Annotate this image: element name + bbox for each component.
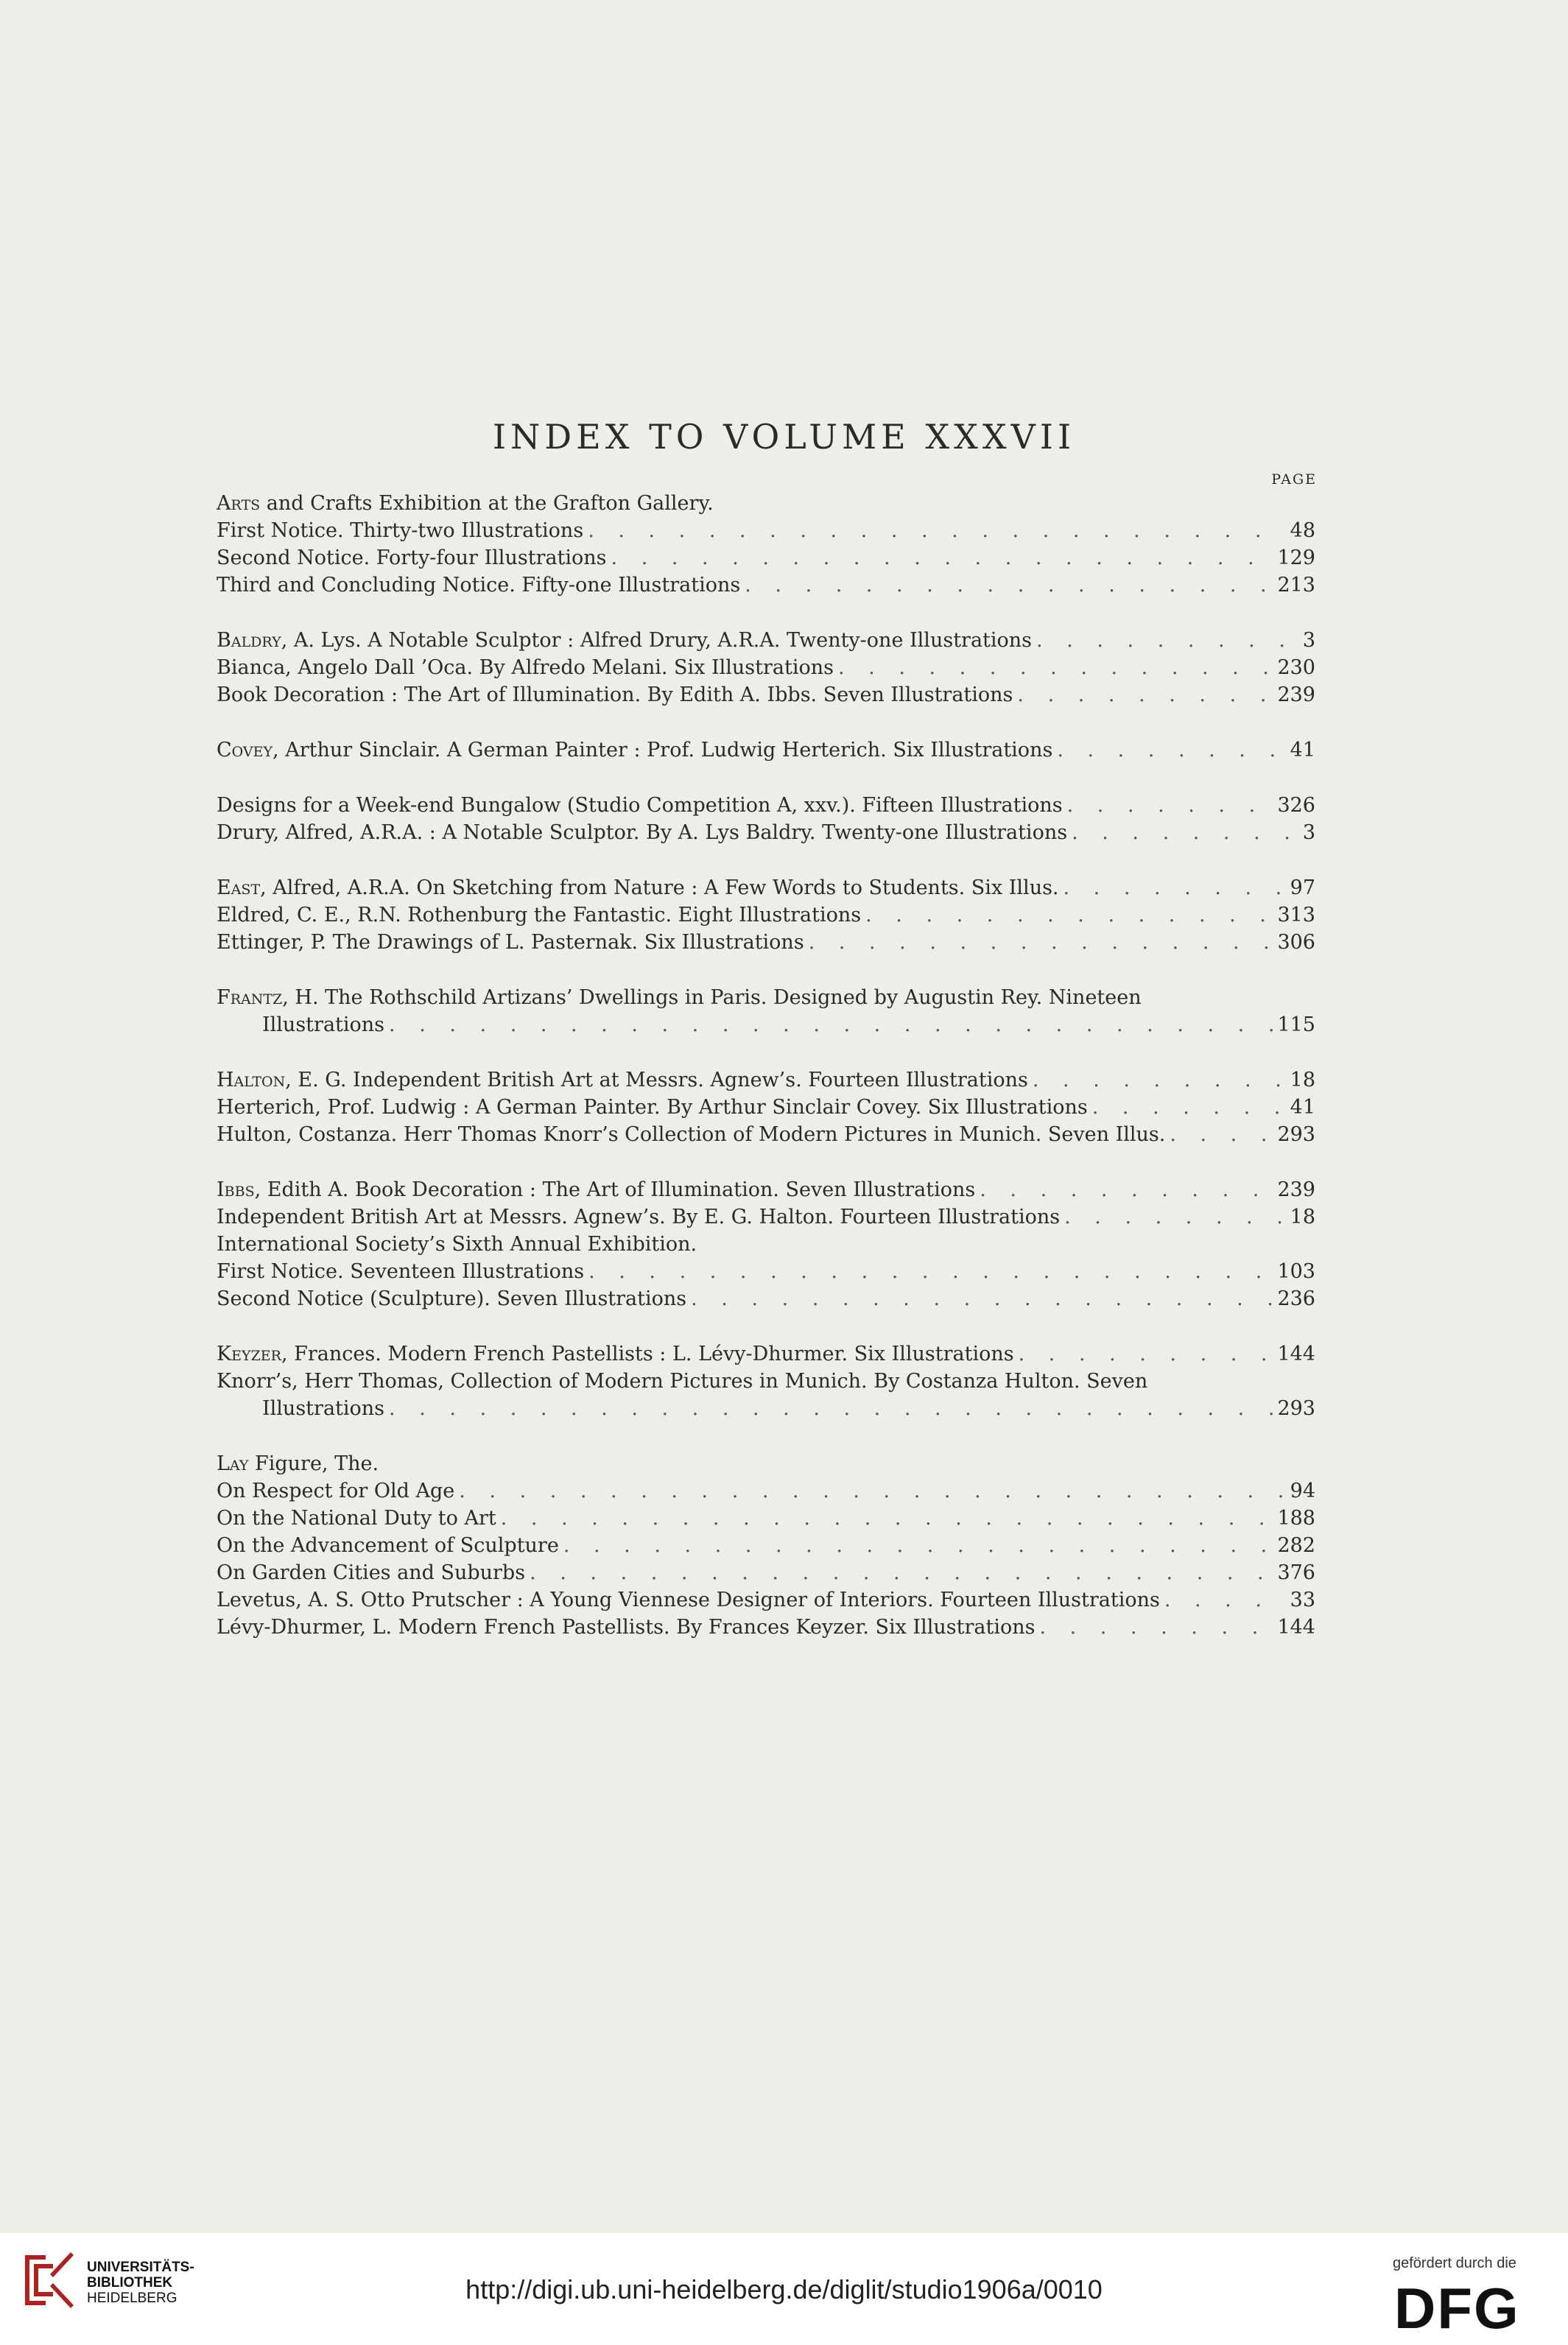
entry-text bbox=[217, 517, 583, 544]
index-group bbox=[217, 736, 1315, 764]
entry-text bbox=[217, 490, 714, 517]
index-group bbox=[217, 1176, 1315, 1312]
entry-heading-word: Halton bbox=[217, 1069, 286, 1091]
entry-description: International Society’s Sixth Annual Exhibition. bbox=[217, 1233, 697, 1256]
entry-description: , Frances. Modern French Pastellists : L. Lévy-Dhurmer. Six Illustrations bbox=[281, 1343, 1014, 1365]
entry-page-number: 129 bbox=[1277, 546, 1315, 569]
entry-description: , Arthur Sinclair. A German Painter : Prof. Ludwig Herterich. Six Illustrations bbox=[273, 739, 1053, 762]
entry-description: On the National Duty to Art bbox=[217, 1507, 496, 1530]
dot-leader bbox=[1072, 819, 1298, 846]
dfg-logo: DFG bbox=[1394, 2276, 1520, 2341]
entry-text bbox=[217, 792, 1063, 819]
index-entry bbox=[217, 1094, 1315, 1121]
dot-leader bbox=[530, 1559, 1273, 1586]
index-entry bbox=[217, 517, 1315, 544]
dot-leader bbox=[389, 1011, 1273, 1038]
entry-page-number: 376 bbox=[1277, 1561, 1315, 1584]
page-title: INDEX TO VOLUME XXXVII bbox=[492, 417, 1076, 457]
entry-page-number: 188 bbox=[1277, 1507, 1315, 1530]
entry-text bbox=[217, 736, 1052, 764]
dot-leader bbox=[838, 654, 1273, 681]
dot-leader bbox=[745, 572, 1273, 599]
entry-text bbox=[217, 1094, 1088, 1121]
entry-page-number: 230 bbox=[1277, 656, 1315, 679]
dot-leader bbox=[1039, 1614, 1273, 1641]
index-entry bbox=[217, 984, 1315, 1011]
entry-page-number: 3 bbox=[1302, 629, 1315, 652]
entry-text bbox=[217, 1340, 1014, 1368]
entry-text bbox=[217, 929, 804, 956]
entry-description: Book Decoration : The Art of Illumination. By Edith A. Ibbs. Seven Illustrations bbox=[217, 683, 1013, 706]
entry-text bbox=[217, 1586, 1160, 1614]
entry-text bbox=[217, 1559, 525, 1586]
index-group bbox=[217, 1340, 1315, 1422]
entry-text bbox=[217, 1368, 1147, 1395]
index-entry bbox=[217, 1121, 1315, 1148]
entry-description: Knorr’s, Herr Thomas, Collection of Modern Pictures in Munich. By Costanza Hulton. Seven bbox=[217, 1370, 1148, 1393]
entry-description: , Alfred, A.R.A. On Sketching from Nature : A Few Words to Students. Six Illus. bbox=[260, 876, 1059, 899]
entry-description: Eldred, C. E., R.N. Rothenburg the Fantastic. Eight Illustrations bbox=[217, 904, 862, 927]
entry-description: Bianca, Angelo Dall ’Oca. By Alfredo Melani. Six Illustrations bbox=[217, 656, 834, 679]
footer-bar bbox=[0, 2233, 1568, 2345]
entry-text bbox=[217, 984, 1142, 1011]
dot-leader bbox=[691, 1285, 1273, 1312]
entry-text bbox=[217, 901, 861, 929]
entry-text bbox=[217, 874, 1059, 901]
entry-heading-word: Lay bbox=[217, 1452, 249, 1475]
index-entry bbox=[217, 1340, 1315, 1368]
entry-page-number: 213 bbox=[1277, 574, 1315, 597]
index-entry bbox=[217, 792, 1315, 819]
entry-description: Independent British Art at Messrs. Agnew’s. By E. G. Halton. Fourteen Illustrations bbox=[217, 1206, 1061, 1228]
entry-page-number: 239 bbox=[1277, 1178, 1315, 1201]
index-entry bbox=[217, 544, 1315, 572]
dot-leader bbox=[1092, 1094, 1286, 1121]
index-entry bbox=[217, 1532, 1315, 1559]
entry-description: Hulton, Costanza. Herr Thomas Knorr’s Collection of Modern Pictures in Munich. Seven Illus. bbox=[217, 1123, 1166, 1146]
index-entry bbox=[217, 572, 1315, 599]
entry-description: , A. Lys. A Notable Sculptor : Alfred Drury, A.R.A. Twenty-one Illustrations bbox=[281, 629, 1033, 652]
index-entry bbox=[217, 901, 1315, 929]
index-entry bbox=[217, 1231, 1315, 1258]
entry-text bbox=[217, 544, 607, 572]
dot-leader bbox=[980, 1176, 1273, 1203]
index-entry bbox=[217, 1559, 1315, 1586]
entry-description: Levetus, A. S. Otto Prutscher : A Young Viennese Designer of Interiors. Fourteen Illustrations bbox=[217, 1589, 1160, 1611]
entry-text bbox=[217, 627, 1032, 654]
index-group bbox=[217, 490, 1315, 599]
funding-label: gefördert durch die bbox=[1393, 2255, 1516, 2271]
index-entry bbox=[217, 681, 1315, 709]
entry-page-number: 236 bbox=[1277, 1287, 1315, 1310]
dot-leader bbox=[501, 1505, 1273, 1532]
index-entry bbox=[217, 1614, 1315, 1641]
index-list bbox=[217, 490, 1315, 1669]
entry-continuation-text: Illustrations bbox=[262, 1397, 385, 1420]
entry-description: Third and Concluding Notice. Fifty-one Illustrations bbox=[217, 574, 741, 597]
entry-description: First Notice. Thirty-two Illustrations bbox=[217, 519, 584, 542]
entry-description: Lévy-Dhurmer, L. Modern French Pastellists. By Frances Keyzer. Six Illustrations bbox=[217, 1616, 1036, 1639]
entry-page-number: 33 bbox=[1290, 1589, 1315, 1611]
entry-description: and Crafts Exhibition at the Grafton Gallery. bbox=[260, 492, 714, 515]
entry-page-number: 18 bbox=[1290, 1206, 1315, 1228]
entry-page-number: 293 bbox=[1277, 1123, 1315, 1146]
index-entry bbox=[217, 874, 1315, 901]
dot-leader bbox=[1064, 1203, 1286, 1231]
entry-description: Second Notice. Forty-four Illustrations bbox=[217, 546, 607, 569]
entry-page-number: 115 bbox=[1277, 1013, 1315, 1036]
dot-leader bbox=[389, 1395, 1273, 1422]
entry-page-number: 94 bbox=[1290, 1480, 1315, 1502]
entry-description: Ettinger, P. The Drawings of L. Pasternak. Six Illustrations bbox=[217, 931, 804, 954]
entry-page-number: 144 bbox=[1277, 1343, 1315, 1365]
entry-text bbox=[217, 1285, 686, 1312]
entry-description: , Edith A. Book Decoration : The Art of Illumination. Seven Illustrations bbox=[254, 1178, 976, 1201]
entry-page-number: 282 bbox=[1277, 1534, 1315, 1557]
dot-leader bbox=[1017, 681, 1273, 709]
index-group bbox=[217, 792, 1315, 846]
entry-text bbox=[217, 1176, 975, 1203]
index-entry-continuation bbox=[217, 1011, 1315, 1038]
entry-text bbox=[217, 654, 834, 681]
dot-leader bbox=[588, 517, 1285, 544]
page-column-label: PAGE bbox=[1271, 471, 1317, 488]
entry-text bbox=[217, 1505, 496, 1532]
dot-leader bbox=[611, 544, 1273, 572]
entry-page-number: 306 bbox=[1277, 931, 1315, 954]
dot-leader bbox=[1170, 1121, 1273, 1148]
entry-page-number: 3 bbox=[1302, 821, 1315, 844]
dot-leader bbox=[1057, 736, 1285, 764]
dot-leader bbox=[1067, 792, 1273, 819]
entry-heading-word: Keyzer bbox=[217, 1343, 281, 1365]
index-entry bbox=[217, 490, 1315, 517]
entry-page-number: 48 bbox=[1290, 519, 1315, 542]
dot-leader bbox=[809, 929, 1273, 956]
dot-leader bbox=[459, 1477, 1285, 1505]
entry-description: Designs for a Week-end Bungalow (Studio Competition A, xxv.). Fifteen Illustrations bbox=[217, 794, 1063, 817]
dot-leader bbox=[1033, 1066, 1286, 1094]
index-group bbox=[217, 984, 1315, 1038]
library-line-3: HEIDELBERG bbox=[87, 2290, 177, 2306]
index-entry bbox=[217, 654, 1315, 681]
entry-text bbox=[217, 1231, 697, 1258]
entry-heading-word: Ibbs bbox=[217, 1178, 255, 1201]
entry-continuation-text: Illustrations bbox=[262, 1013, 385, 1036]
dot-leader bbox=[563, 1532, 1273, 1559]
index-entry bbox=[217, 1505, 1315, 1532]
entry-heading-word: Baldry bbox=[217, 629, 281, 652]
entry-description: , H. The Rothschild Artizans’ Dwellings in Paris. Designed by Augustin Rey. Nineteen bbox=[282, 986, 1142, 1009]
index-entry bbox=[217, 1258, 1315, 1285]
source-url-link[interactable]: http://digi.ub.uni-heidelberg.de/diglit/studio1906a/0010 bbox=[465, 2274, 1103, 2304]
dot-leader bbox=[1036, 627, 1298, 654]
dot-leader bbox=[865, 901, 1273, 929]
entry-description: On the Advancement of Sculpture bbox=[217, 1534, 559, 1557]
entry-page-number: 293 bbox=[1277, 1397, 1315, 1420]
entry-description: Drury, Alfred, A.R.A. : A Notable Sculptor. By A. Lys Baldry. Twenty-one Illustrations bbox=[217, 821, 1068, 844]
index-group bbox=[217, 627, 1315, 709]
entry-description: Figure, The. bbox=[248, 1452, 379, 1475]
index-group bbox=[217, 1066, 1315, 1148]
entry-description: , E. G. Independent British Art at Messrs. Agnew’s. Fourteen Illustrations bbox=[285, 1069, 1028, 1091]
entry-page-number: 103 bbox=[1277, 1260, 1315, 1283]
index-entry bbox=[217, 1203, 1315, 1231]
entry-text bbox=[217, 1066, 1028, 1094]
entry-text bbox=[217, 1614, 1035, 1641]
entry-page-number: 239 bbox=[1277, 683, 1315, 706]
library-line-1: UNIVERSITÄTS- bbox=[87, 2260, 194, 2275]
index-entry-continuation bbox=[217, 1395, 1315, 1422]
entry-heading-word: East bbox=[217, 876, 261, 899]
index-entry bbox=[217, 1176, 1315, 1203]
entry-description: On Garden Cities and Suburbs bbox=[217, 1561, 526, 1584]
index-group bbox=[217, 874, 1315, 956]
entry-text bbox=[217, 1477, 454, 1505]
entry-heading-word: Frantz bbox=[217, 986, 283, 1009]
index-entry bbox=[217, 736, 1315, 764]
entry-description: On Respect for Old Age bbox=[217, 1480, 455, 1502]
index-entry bbox=[217, 627, 1315, 654]
entry-text bbox=[217, 572, 740, 599]
index-entry bbox=[217, 1285, 1315, 1312]
index-entry bbox=[217, 929, 1315, 956]
entry-page-number: 41 bbox=[1290, 739, 1315, 762]
dot-leader bbox=[588, 1258, 1273, 1285]
dot-leader bbox=[1164, 1586, 1286, 1614]
entry-text bbox=[217, 1203, 1060, 1231]
entry-text bbox=[217, 1121, 1165, 1148]
entry-text bbox=[217, 1258, 584, 1285]
entry-description: Second Notice (Sculpture). Seven Illustrations bbox=[217, 1287, 687, 1310]
entry-page-number: 326 bbox=[1277, 794, 1315, 817]
entry-description: First Notice. Seventeen Illustrations bbox=[217, 1260, 585, 1283]
entry-page-number: 18 bbox=[1290, 1069, 1315, 1091]
library-line-2: BIBLIOTHEK bbox=[87, 2275, 173, 2290]
dot-leader bbox=[1019, 1340, 1273, 1368]
entry-text bbox=[217, 819, 1067, 846]
index-entry bbox=[217, 819, 1315, 846]
entry-page-number: 97 bbox=[1290, 876, 1315, 899]
dot-leader bbox=[1064, 874, 1286, 901]
entry-page-number: 144 bbox=[1277, 1616, 1315, 1639]
index-entry bbox=[217, 1477, 1315, 1505]
index-entry bbox=[217, 1368, 1315, 1395]
entry-text bbox=[217, 1532, 559, 1559]
index-entry bbox=[217, 1586, 1315, 1614]
index-group bbox=[217, 1450, 1315, 1641]
index-entry bbox=[217, 1450, 1315, 1477]
index-entry bbox=[217, 1066, 1315, 1094]
entry-text bbox=[217, 681, 1013, 709]
entry-heading-word: Covey bbox=[217, 739, 273, 762]
entry-description: Herterich, Prof. Ludwig : A German Painter. By Arthur Sinclair Covey. Six Illustrations bbox=[217, 1096, 1088, 1119]
entry-heading-word: Arts bbox=[217, 492, 261, 515]
entry-page-number: 41 bbox=[1290, 1096, 1315, 1119]
entry-text bbox=[217, 1450, 379, 1477]
entry-page-number: 313 bbox=[1277, 904, 1315, 927]
